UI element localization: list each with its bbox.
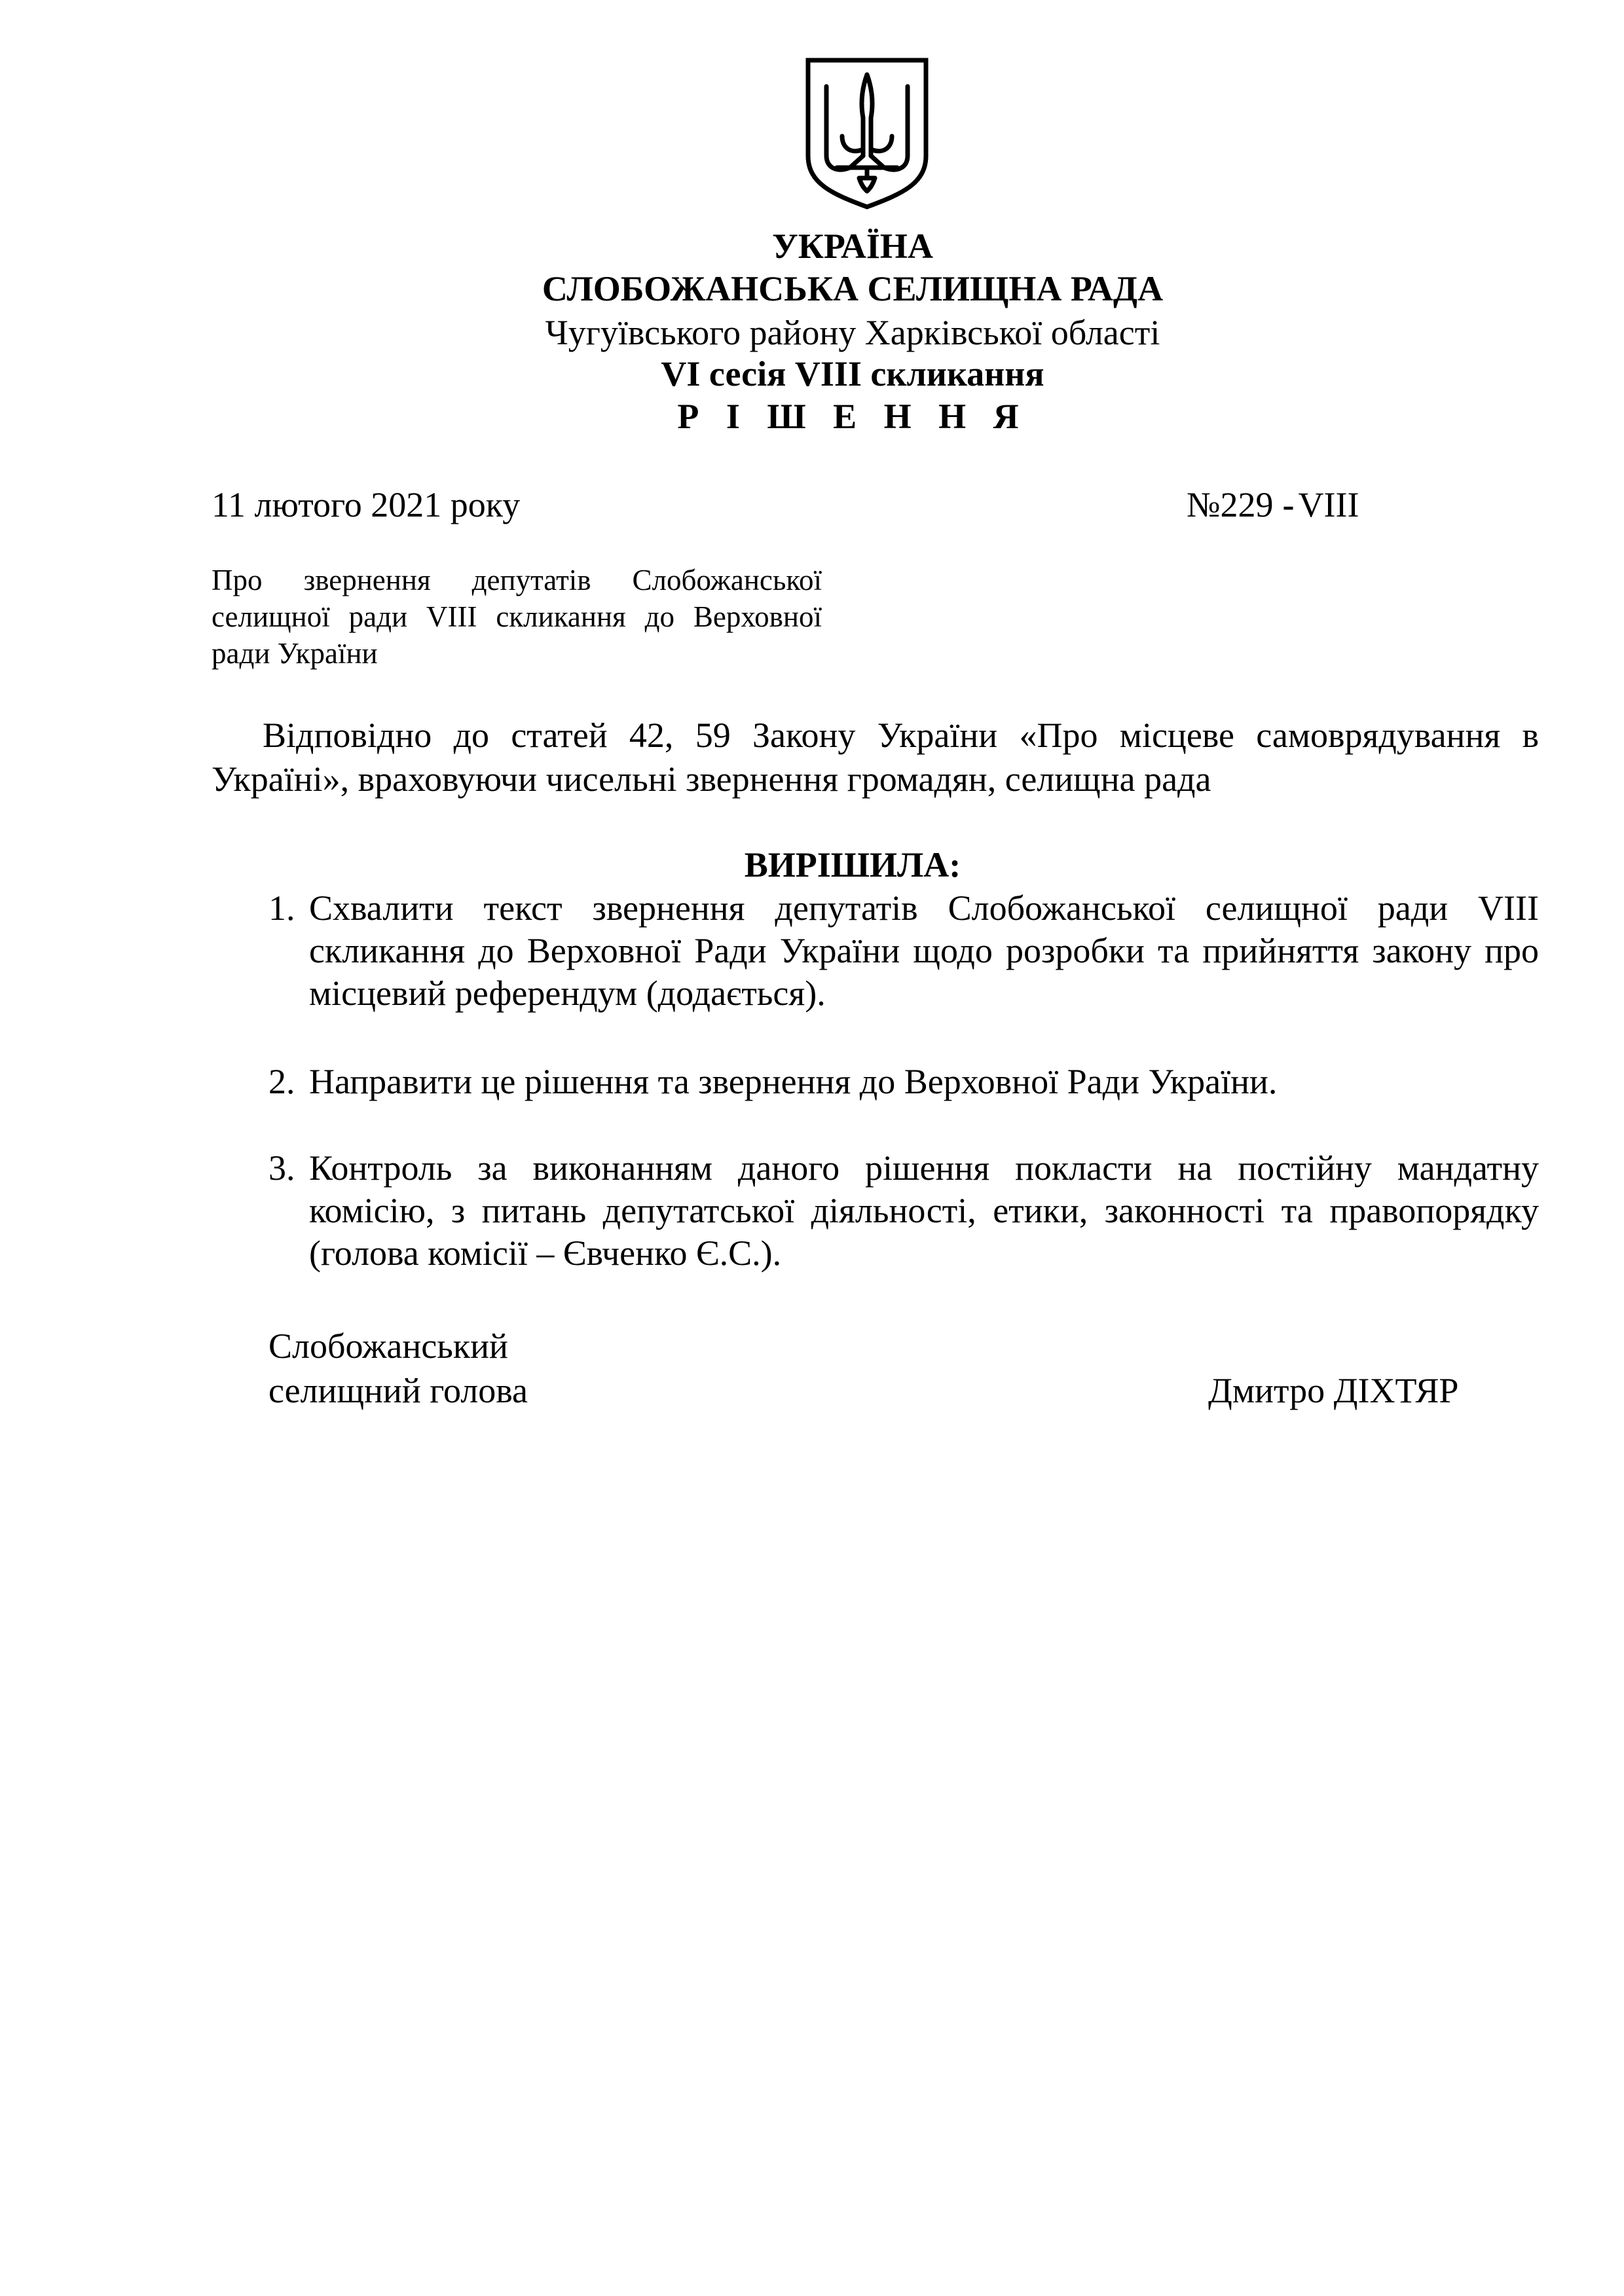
decision-item	[268, 1061, 1539, 1103]
number-convocation: VIII	[1298, 485, 1359, 524]
number-value: №229	[1187, 485, 1274, 524]
district-line: Чугуївського району Харківської області	[545, 313, 1160, 352]
document-date: 11 лютого 2021 року	[212, 485, 521, 524]
coat-of-arms-icon	[804, 58, 930, 210]
decision-item	[268, 887, 1539, 1015]
signatory-title-line-1: Слобожанський	[268, 1326, 508, 1366]
country-heading: УКРАЇНА	[772, 227, 933, 266]
document-number	[1187, 484, 1359, 525]
decision-item-text: Контроль за виконанням даного рішення покласти на постійну мандатну комісію, з питань депутатської діяльності, етики, законності та правопорядку (голова комісії – Євченко Є.С.).	[309, 1148, 1539, 1273]
signatory-name: Дмитро ДІХТЯР	[1208, 1371, 1459, 1410]
session-line: VI сесія VIII скликання	[661, 354, 1044, 393]
signatory-title-line-2: селищний голова	[268, 1371, 528, 1410]
document-type-heading: Р І Ш Е Н Н Я	[677, 397, 1028, 436]
decision-item-number: 1.	[268, 888, 295, 928]
council-heading: СЛОБОЖАНСЬКА СЕЛИЩНА РАДА	[542, 269, 1164, 308]
decision-item-text: Схвалити текст звернення депутатів Слобожанської селищної ради VIII скликання до Верховної Ради України щодо розробки та прийняття закону про місцевий референдум (додається).	[309, 888, 1539, 1013]
decision-item	[268, 1147, 1539, 1275]
preamble-paragraph: Відповідно до статей 42, 59 Закону України «Про місцеве самоврядування в Україні», враховуючи чисельні звернення громадян, селищна рада	[212, 716, 1539, 799]
decision-item-number: 2.	[268, 1062, 295, 1101]
number-separator: -	[1282, 485, 1295, 524]
decision-item-number: 3.	[268, 1148, 295, 1188]
document-subject: Про звернення депутатів Слобожанської селищної ради VIII скликання до Верховної ради України	[212, 564, 822, 670]
decision-item-text: Направити це рішення та звернення до Верховної Ради України.	[309, 1062, 1278, 1101]
resolved-heading: ВИРІШИЛА:	[744, 845, 961, 884]
